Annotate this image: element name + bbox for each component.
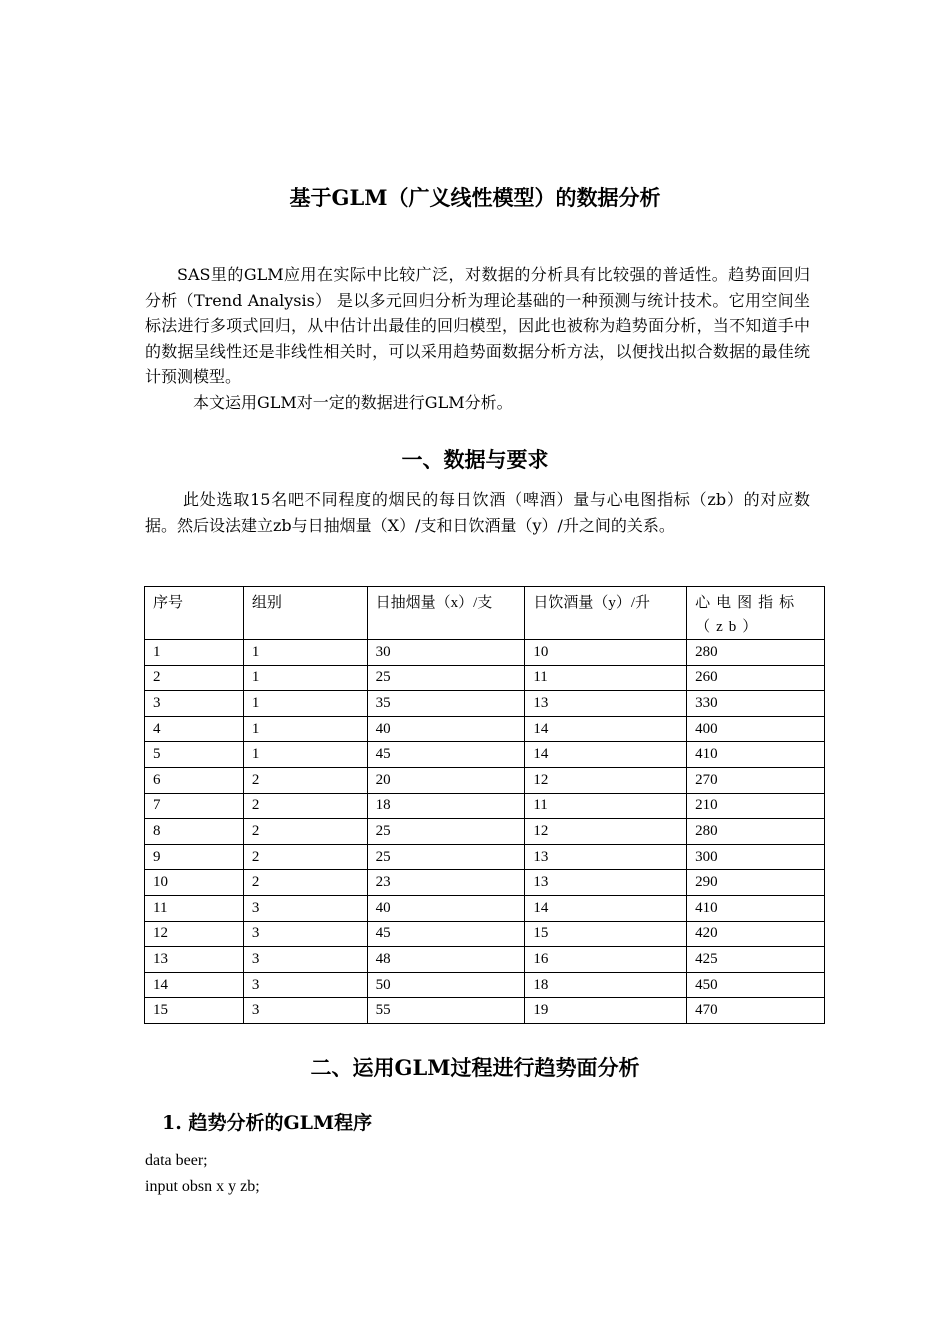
code-block: [145, 1148, 260, 1199]
table-cell: 11: [525, 665, 687, 691]
table-cell: 40: [367, 895, 525, 921]
table-cell: 3: [243, 972, 367, 998]
table-cell: 12: [145, 921, 244, 947]
table-cell: 14: [525, 742, 687, 768]
table-cell: 13: [145, 947, 244, 973]
table-cell: 9: [145, 844, 244, 870]
table-cell: 12: [525, 819, 687, 845]
table-cell: 400: [687, 716, 825, 742]
table-row: [145, 691, 825, 717]
table-cell: 2: [243, 793, 367, 819]
table-cell: 1: [243, 640, 367, 666]
table-row: [145, 895, 825, 921]
table-cell: 2: [243, 844, 367, 870]
table-cell: 410: [687, 895, 825, 921]
table-row: [145, 998, 825, 1024]
table-cell: 10: [525, 640, 687, 666]
table-row: [145, 716, 825, 742]
intro-paragraph: SAS里的GLM应用在实际中比较广泛，对数据的分析具有比较强的普适性。趋势面回归分析（Trend Analysis） 是以多元回归分析为理论基础的一种预测与统计技术。它用空间坐标法进行多项式回归，从中估计出最佳的回归模型，因此也被称为趋势面分析，当不知道手中的数据呈线性还是非线性相关时，可以采用趋势面数据分析方法，以便找出拟合数据的最佳统计预测模型。: [145, 265, 810, 386]
table-cell: 45: [367, 742, 525, 768]
table-cell: 210: [687, 793, 825, 819]
intro-paragraph: 本文运用GLM对一定的数据进行GLM分析。: [193, 392, 513, 412]
table-cell: 11: [145, 895, 244, 921]
table-cell: 48: [367, 947, 525, 973]
table-cell: 15: [525, 921, 687, 947]
table-cell: 2: [243, 819, 367, 845]
table-row: [145, 947, 825, 973]
code-line: data beer;: [145, 1152, 208, 1169]
table-cell: 1: [243, 665, 367, 691]
table-cell: 280: [687, 640, 825, 666]
section-paragraph: 此处选取15名吧不同程度的烟民的每日饮酒（啤酒）量与心电图指标（zb）的对应数据。然后设法建立zb与日抽烟量（X）/支和日饮酒量（y）/升之间的关系。: [145, 490, 810, 535]
table-cell: 20: [367, 767, 525, 793]
table-cell: 14: [525, 716, 687, 742]
table-cell: 8: [145, 819, 244, 845]
table-cell: 420: [687, 921, 825, 947]
table-cell: 14: [145, 972, 244, 998]
table-row: [145, 921, 825, 947]
table-cell: 7: [145, 793, 244, 819]
table-header-cell: 心电图指标（zb）: [687, 587, 825, 640]
table-cell: 50: [367, 972, 525, 998]
table-cell: 470: [687, 998, 825, 1024]
code-line: input obsn x y zb;: [145, 1177, 260, 1195]
table-cell: 25: [367, 819, 525, 845]
table-cell: 330: [687, 691, 825, 717]
table-cell: 13: [525, 844, 687, 870]
table-row: [145, 819, 825, 845]
table-cell: 450: [687, 972, 825, 998]
table-body: [145, 640, 825, 1024]
table-cell: 3: [243, 895, 367, 921]
table-row: [145, 767, 825, 793]
table-row: [145, 665, 825, 691]
table-cell: 290: [687, 870, 825, 896]
table-cell: 16: [525, 947, 687, 973]
table-cell: 19: [525, 998, 687, 1024]
table-cell: 1: [243, 691, 367, 717]
table-cell: 4: [145, 716, 244, 742]
table-row: [145, 640, 825, 666]
table-header-cell: 组别: [243, 587, 367, 640]
table-cell: 13: [525, 870, 687, 896]
table-cell: 15: [145, 998, 244, 1024]
table-cell: 30: [367, 640, 525, 666]
intro-section: [145, 262, 810, 415]
table-cell: 18: [367, 793, 525, 819]
table-cell: 270: [687, 767, 825, 793]
table-cell: 300: [687, 844, 825, 870]
table-cell: 40: [367, 716, 525, 742]
table-cell: 425: [687, 947, 825, 973]
table-row: [145, 870, 825, 896]
table-cell: 14: [525, 895, 687, 921]
table-cell: 18: [525, 972, 687, 998]
table-row: [145, 742, 825, 768]
table-header-cell: 序号: [145, 587, 244, 640]
table-cell: 3: [145, 691, 244, 717]
table-cell: 12: [525, 767, 687, 793]
table-row: [145, 844, 825, 870]
table-cell: 1: [243, 742, 367, 768]
table-cell: 3: [243, 947, 367, 973]
table-cell: 55: [367, 998, 525, 1024]
table-cell: 410: [687, 742, 825, 768]
data-table: [144, 586, 825, 1024]
table-cell: 280: [687, 819, 825, 845]
table-cell: 260: [687, 665, 825, 691]
table-cell: 10: [145, 870, 244, 896]
table-cell: 35: [367, 691, 525, 717]
subsection-heading: 1. 趋势分析的GLM程序: [162, 1112, 373, 1134]
table-cell: 11: [525, 793, 687, 819]
table-cell: 5: [145, 742, 244, 768]
table-header-row: [145, 587, 825, 640]
table-cell: 2: [145, 665, 244, 691]
table-cell: 13: [525, 691, 687, 717]
table-cell: 1: [243, 716, 367, 742]
table-row: [145, 972, 825, 998]
table-cell: 2: [243, 767, 367, 793]
table-cell: 2: [243, 870, 367, 896]
table-cell: 3: [243, 921, 367, 947]
table-header-cell: 日饮酒量（y）/升: [525, 587, 687, 640]
table-cell: 25: [367, 665, 525, 691]
section-heading: 二、运用GLM过程进行趋势面分析: [310, 1055, 640, 1080]
section-heading: 一、数据与要求: [401, 447, 549, 472]
table-cell: 6: [145, 767, 244, 793]
document-title: 基于GLM（广义线性模型）的数据分析: [289, 185, 661, 210]
table-header-cell: 日抽烟量（x）/支: [367, 587, 525, 640]
table-cell: 45: [367, 921, 525, 947]
table-row: [145, 793, 825, 819]
table-cell: 25: [367, 844, 525, 870]
table-cell: 1: [145, 640, 244, 666]
table-cell: 23: [367, 870, 525, 896]
table-cell: 3: [243, 998, 367, 1024]
